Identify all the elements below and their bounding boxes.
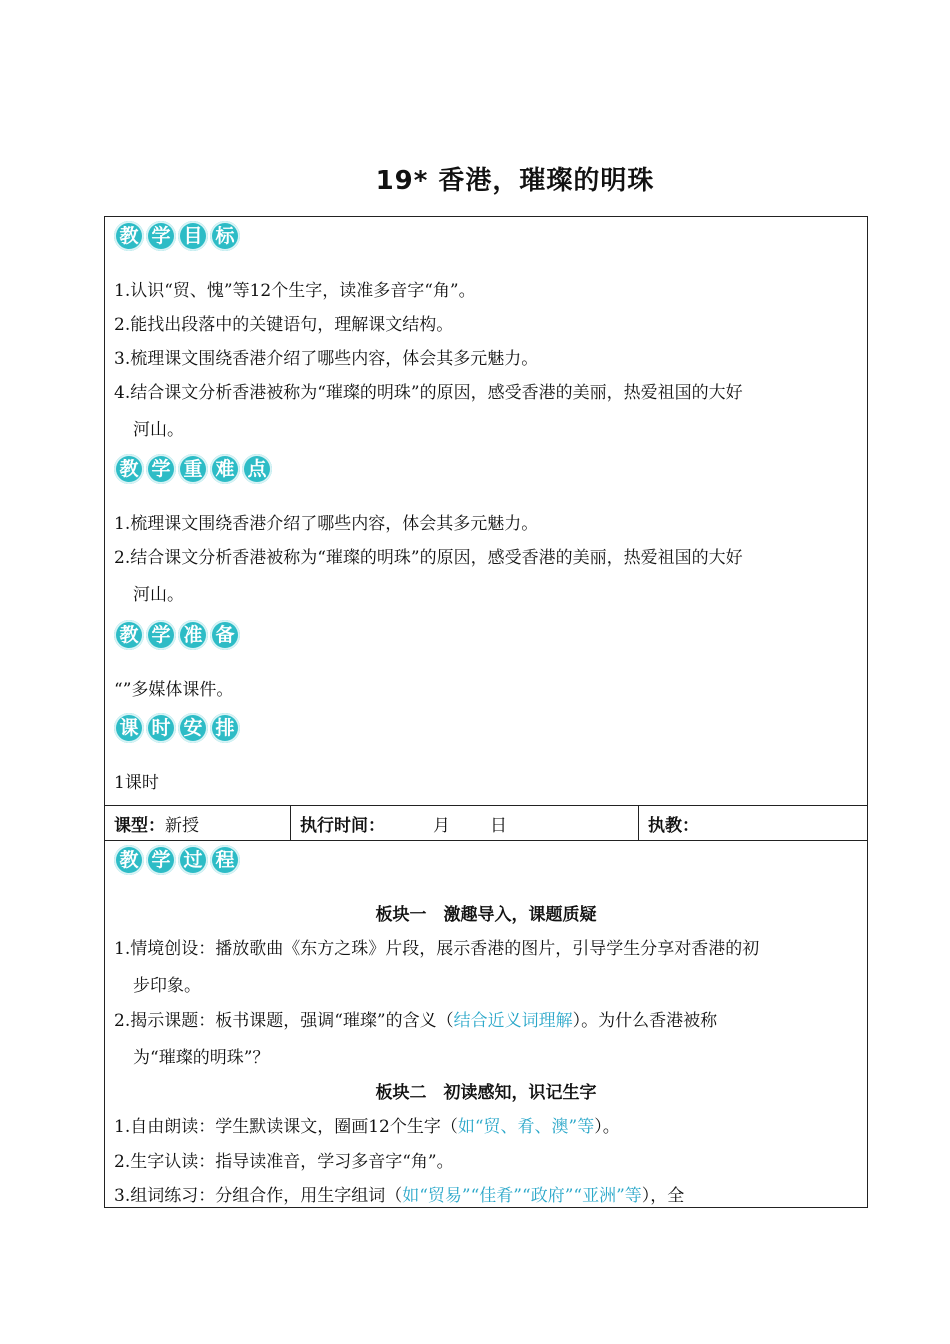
badge-character: 学 (146, 454, 176, 484)
badge-character: 重 (178, 454, 208, 484)
badge-teaching-goals (114, 221, 242, 251)
text-segment: ）。 (594, 1117, 620, 1137)
day-label: 日 (490, 815, 507, 836)
badge-character: 学 (146, 620, 176, 650)
lesson-plan-table (104, 216, 868, 1208)
execution-time-label: 执行时间： (300, 815, 385, 836)
highlighted-note: 如“贸易”“佳肴”“政府”“亚洲”等 (402, 1186, 642, 1206)
goal-item: 1.认识“贸、愧”等12个生字，读准多音字“角”。 (114, 281, 476, 301)
goal-item: 2.能找出段落中的关键语句，理解课文结构。 (114, 315, 454, 335)
keypoint-item: 1.梳理课文围绕香港介绍了哪些内容，体会其多元魅力。 (114, 514, 539, 534)
text-segment: 2.揭示课题：板书课题，强调“璀璨”的含义（ (114, 1011, 454, 1031)
month-label: 月 (433, 815, 450, 836)
teacher-cell (638, 806, 868, 840)
goal-item: 3.梳理课文围绕香港介绍了哪些内容，体会其多元魅力。 (114, 349, 539, 369)
lesson-info-row (105, 805, 867, 841)
badge-character: 学 (146, 221, 176, 251)
badge-character: 备 (210, 620, 240, 650)
badge-character: 难 (210, 454, 240, 484)
badge-schedule (114, 713, 242, 743)
badge-character: 目 (178, 221, 208, 251)
badge-key-points (114, 454, 274, 484)
badge-character: 排 (210, 713, 240, 743)
overview-section (105, 217, 867, 805)
teacher-label: 执教： (648, 815, 699, 836)
goal-item-continued: 河山。 (133, 420, 184, 440)
process-item (114, 1115, 620, 1139)
badge-character: 教 (114, 620, 144, 650)
process-item (114, 1184, 684, 1208)
page-title: 19* 香港，璀璨的明珠 (375, 166, 655, 196)
text-segment: 1.自由朗读：学生默读课文，圈画12个生字（ (114, 1117, 458, 1137)
process-item: 2.生字认读：指导读准音，学习多音字“角”。 (114, 1152, 454, 1172)
badge-character: 过 (178, 845, 208, 875)
text-segment: ），全 (641, 1186, 685, 1206)
process-item (114, 1009, 717, 1033)
badge-character: 程 (210, 845, 240, 875)
keypoint-item-continued: 河山。 (133, 585, 184, 605)
badge-preparation (114, 620, 242, 650)
text-segment: ）。为什么香港被称 (572, 1011, 718, 1031)
badge-character: 标 (210, 221, 240, 251)
badge-character: 学 (146, 845, 176, 875)
badge-character: 安 (178, 713, 208, 743)
highlighted-note: 如“贸、肴、澳”等 (457, 1117, 595, 1137)
lesson-type-value: 新授 (165, 815, 199, 836)
badge-teaching-process (114, 845, 242, 875)
badge-character: 点 (242, 454, 272, 484)
badge-character: 时 (146, 713, 176, 743)
process-item-continued: 为“璀璨的明珠”？ (133, 1048, 270, 1068)
badge-character: 课 (114, 713, 144, 743)
process-item: 1.情境创设：播放歌曲《东方之珠》片段，展示香港的图片，引导学生分享对香港的初 (114, 939, 760, 959)
block-one-heading: 板块一 激趣导入，课题质疑 (375, 905, 597, 925)
lesson-type-label: 课型： (114, 815, 165, 836)
teaching-process-section (105, 841, 867, 1208)
schedule-text: 1课时 (114, 773, 159, 793)
execution-time-cell (290, 806, 638, 840)
badge-character: 教 (114, 845, 144, 875)
keypoint-item: 2.结合课文分析香港被称为“璀璨的明珠”的原因，感受香港的美丽，热爱祖国的大好 (114, 548, 743, 568)
goal-item: 4.结合课文分析香港被称为“璀璨的明珠”的原因，感受香港的美丽，热爱祖国的大好 (114, 383, 743, 403)
badge-character: 教 (114, 221, 144, 251)
process-item-continued: 步印象。 (133, 976, 201, 996)
block-two-heading: 板块二 初读感知，识记生字 (375, 1083, 597, 1103)
badge-character: 准 (178, 620, 208, 650)
prep-text: “”多媒体课件。 (114, 680, 234, 700)
lesson-type-cell (105, 806, 290, 840)
badge-character: 教 (114, 454, 144, 484)
highlighted-note: 结合近义词理解 (453, 1011, 573, 1031)
text-segment: 3.组词练习：分组合作，用生字组词（ (114, 1186, 403, 1206)
